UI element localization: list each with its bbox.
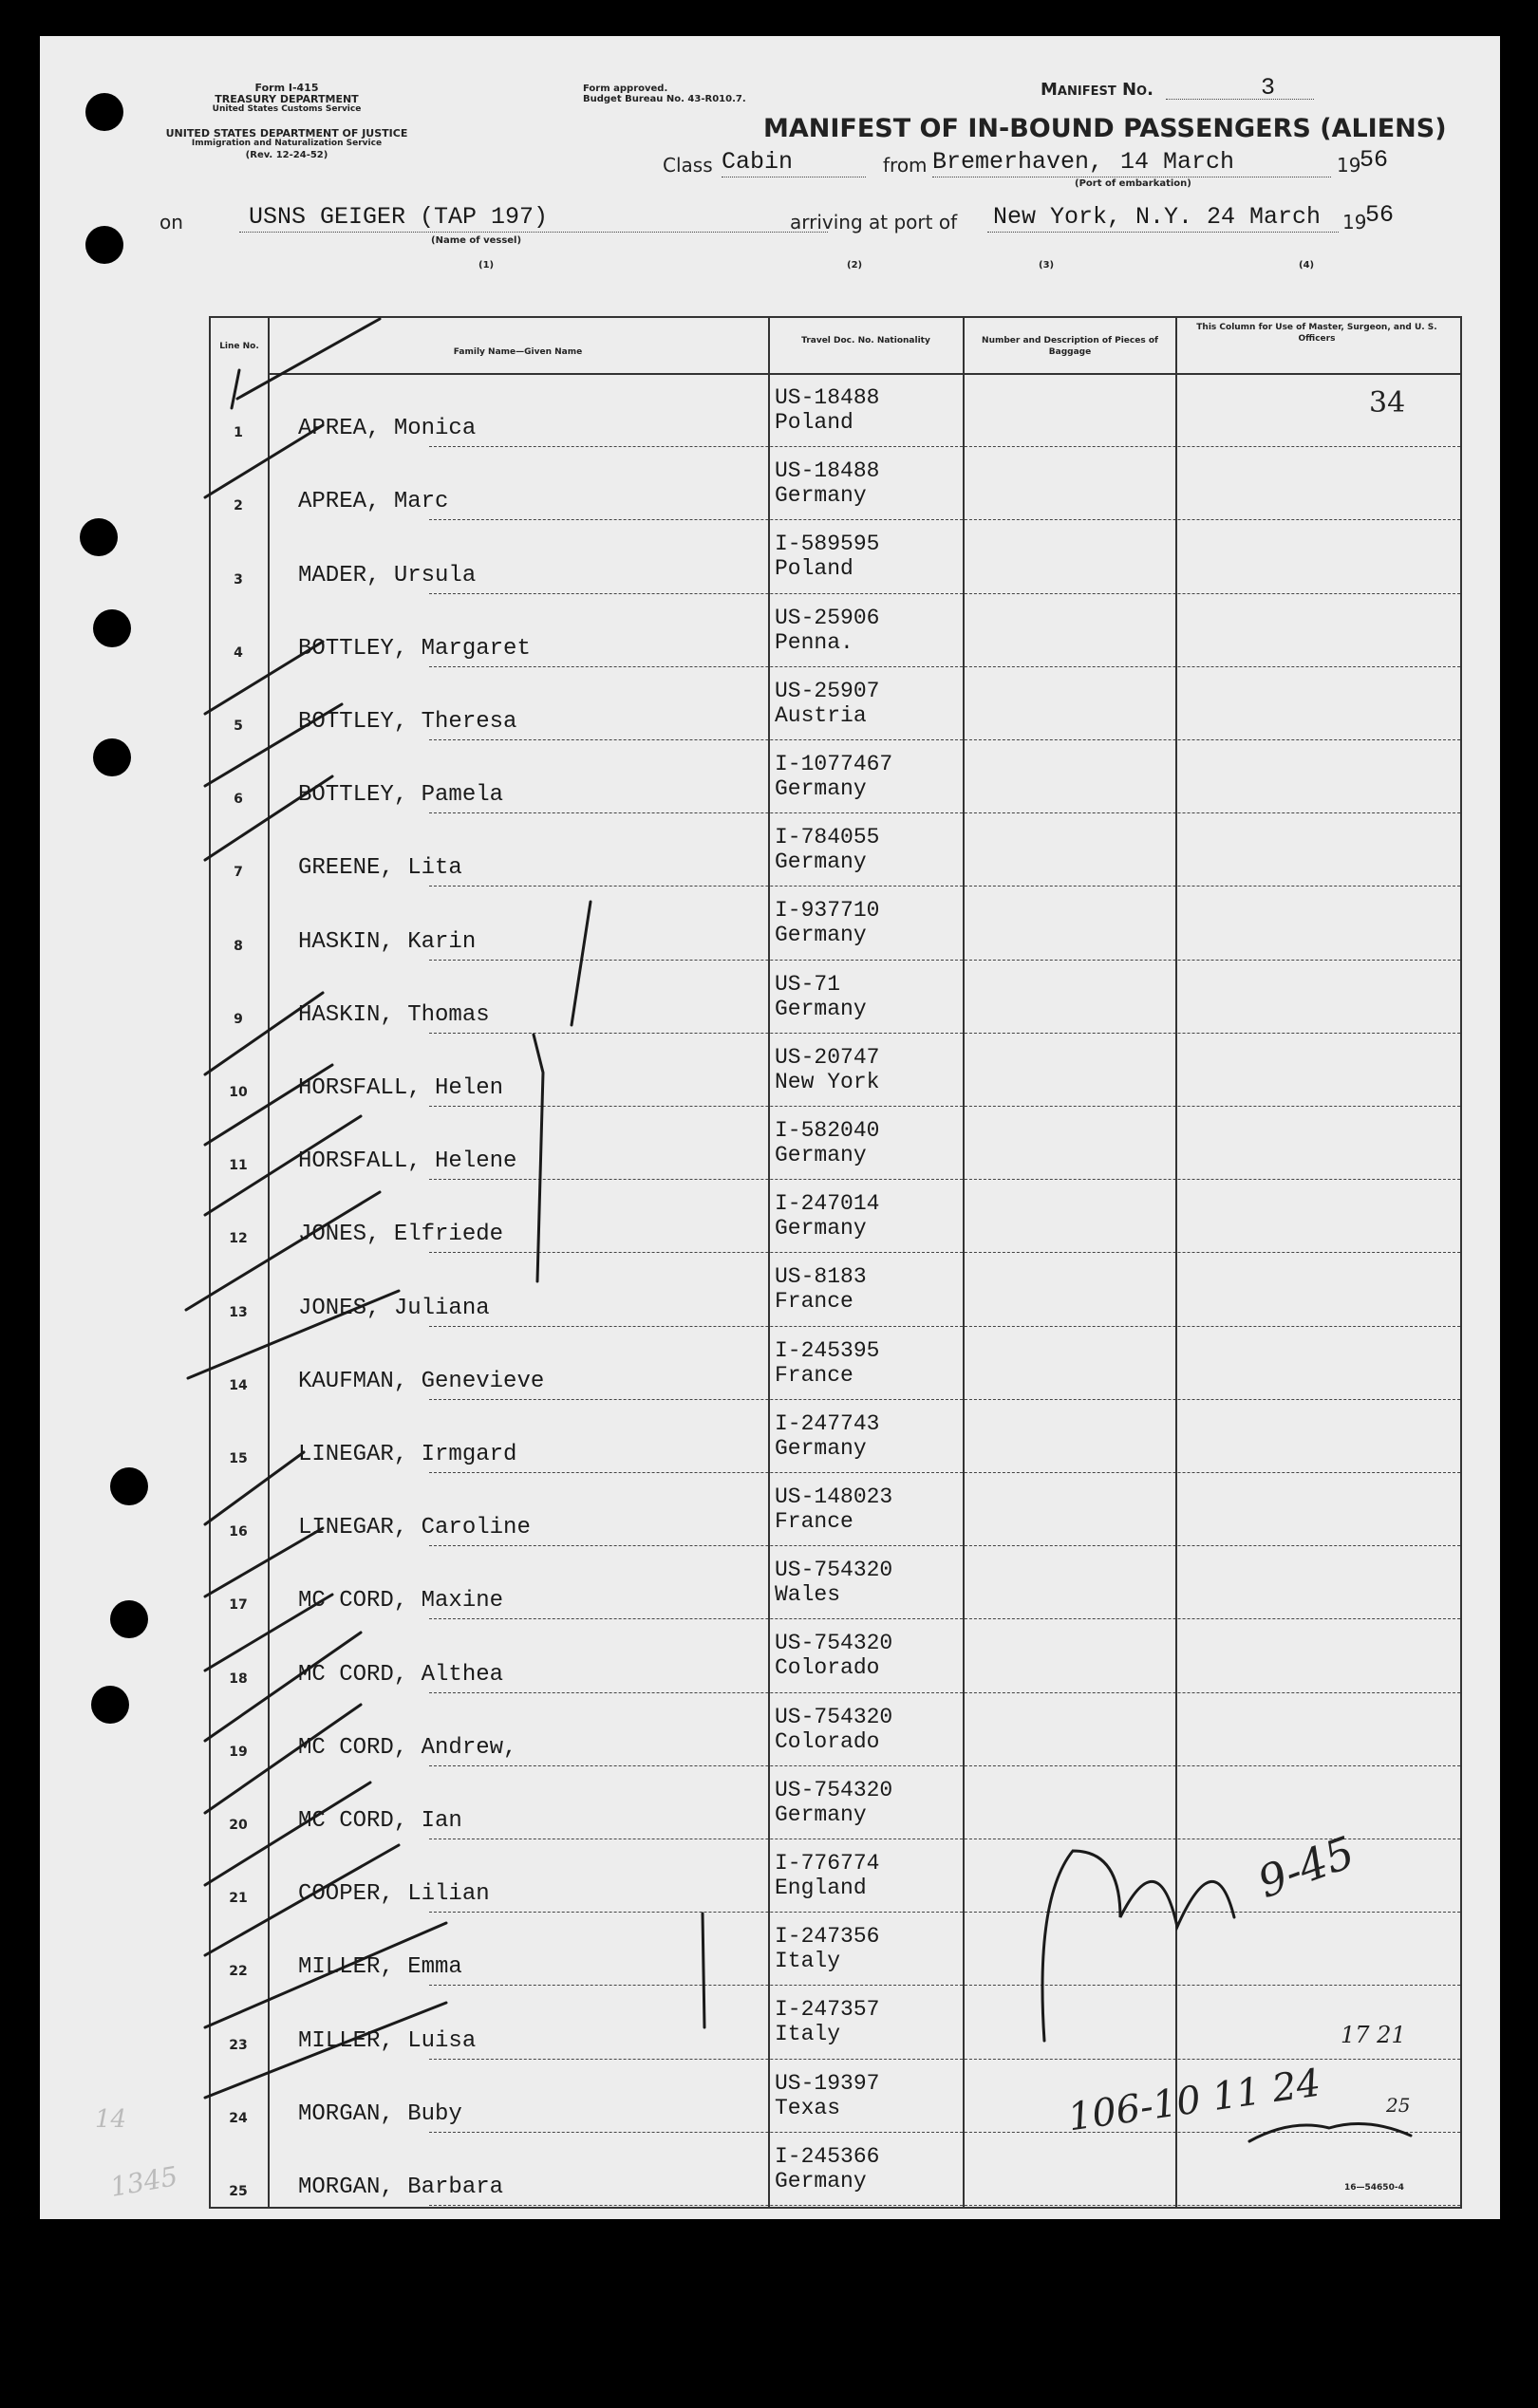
col-num-3: (3)	[1039, 260, 1055, 271]
table-row	[211, 1987, 1460, 2060]
nationality: Penna.	[775, 629, 853, 655]
travel-doc-number: US-20747	[775, 1044, 880, 1070]
travel-doc-number: I-784055	[775, 825, 880, 850]
punch-hole	[85, 93, 123, 131]
table-row	[211, 1547, 1460, 1620]
passenger-name: MC CORD, Ian	[298, 1807, 462, 1834]
header-doc: Travel Doc. No. Nationality	[801, 336, 930, 345]
line-number: 13	[229, 1304, 248, 1320]
table-row	[211, 1913, 1460, 1987]
nationality: Germany	[775, 1801, 867, 1827]
passenger-name: HORSFALL, Helene	[298, 1148, 517, 1175]
travel-doc-number: US-18488	[775, 458, 880, 484]
row-rule	[429, 446, 1460, 447]
punch-hole	[110, 1467, 148, 1505]
table-row	[211, 1328, 1460, 1401]
from-year-prefix: 19	[1337, 154, 1361, 177]
nationality: France	[775, 1289, 853, 1315]
travel-doc-number: US-754320	[775, 1777, 893, 1802]
passenger-table	[209, 316, 1462, 2209]
passenger-name: HASKIN, Thomas	[298, 1001, 490, 1028]
on-label: on	[159, 211, 183, 233]
dept-treasury: TREASURY DEPARTMENT	[215, 93, 359, 105]
travel-doc-number: US-754320	[775, 1558, 893, 1583]
table-row	[211, 1694, 1460, 1767]
nationality: Poland	[775, 410, 853, 435]
line-number: 7	[234, 865, 243, 881]
vessel-line	[239, 232, 828, 233]
line-number: 12	[229, 1231, 248, 1247]
dept-justice: UNITED STATES DEPARTMENT OF JUSTICE	[165, 127, 408, 140]
row-rule	[429, 1545, 1460, 1546]
arrival-year: 56	[1365, 201, 1395, 229]
passenger-name: LINEGAR, Irmgard	[298, 1441, 517, 1467]
row-rule	[429, 1326, 1460, 1327]
col-num-1: (1)	[478, 260, 495, 271]
row-rule	[429, 2205, 1460, 2206]
travel-doc-number: US-25907	[775, 678, 880, 703]
revision: (Rev. 12-24-52)	[245, 150, 328, 160]
row-rule	[429, 1106, 1460, 1107]
passenger-name: MC CORD, Andrew,	[298, 1734, 517, 1761]
line-number: 6	[234, 792, 243, 808]
nationality: Wales	[775, 1582, 841, 1608]
nationality: England	[775, 1876, 867, 1900]
footer-code: 16—54650-4	[1344, 2183, 1404, 2193]
punch-hole	[85, 226, 123, 264]
row-rule	[429, 1692, 1460, 1693]
table-row	[211, 1401, 1460, 1474]
passenger-name: MILLER, Luisa	[298, 2027, 477, 2054]
form-number: Form I-415	[254, 82, 319, 94]
line-number: 3	[234, 571, 243, 588]
travel-doc-number: I-776774	[775, 1851, 880, 1876]
row-rule	[429, 886, 1460, 887]
punch-hole	[110, 1600, 148, 1638]
travel-doc-number: US-754320	[775, 1704, 893, 1729]
travel-doc-number: US-18488	[775, 385, 880, 410]
nationality: Germany	[775, 1435, 867, 1461]
class-label: Class	[663, 154, 713, 177]
nationality: New York	[775, 1069, 880, 1094]
punch-hole	[93, 738, 131, 776]
nationality: Germany	[775, 483, 867, 509]
travel-doc-number: US-71	[775, 971, 841, 997]
line-number: 11	[229, 1158, 248, 1174]
passenger-name: LINEGAR, Caroline	[298, 1515, 531, 1541]
line-number: 1	[234, 425, 243, 441]
row-rule	[429, 960, 1460, 961]
table-row	[211, 595, 1460, 668]
punch-hole	[91, 1686, 129, 1724]
punch-hole	[80, 518, 118, 556]
travel-doc-number: I-245366	[775, 2143, 880, 2169]
handwritten-note-c: 106-10 11 24	[1065, 2061, 1323, 2140]
line-number: 14	[229, 1377, 248, 1393]
passenger-name: APREA, Marc	[298, 489, 449, 515]
row-rule	[429, 1033, 1460, 1034]
table-row	[211, 668, 1460, 741]
row-rule	[429, 666, 1460, 667]
nationality: Germany	[775, 923, 867, 948]
manifest-no-label: Manifest No.	[1041, 80, 1154, 100]
travel-doc-number: I-245395	[775, 1337, 880, 1363]
arrival-year-prefix: 19	[1342, 211, 1367, 233]
line-number: 17	[229, 1597, 248, 1614]
nationality: France	[775, 1362, 853, 1388]
line-number: 25	[229, 2183, 248, 2199]
line-number: 16	[229, 1524, 248, 1540]
line-number: 22	[229, 1964, 248, 1980]
table-row	[211, 1620, 1460, 1693]
passenger-name: HASKIN, Karin	[298, 928, 477, 955]
nationality: Germany	[775, 849, 867, 875]
manifest-title: MANIFEST OF IN-BOUND PASSENGERS (ALIENS)	[763, 114, 1447, 143]
vessel-caption: (Name of vessel)	[431, 235, 522, 246]
row-rule	[429, 1179, 1460, 1180]
travel-doc-number: I-1077467	[775, 752, 893, 776]
handwritten-note-a: 9-45	[1250, 1825, 1361, 1909]
line-number: 9	[234, 1011, 243, 1027]
handwritten-note-b: 17 21	[1341, 2022, 1406, 2048]
travel-doc-number: US-148023	[775, 1484, 893, 1509]
travel-doc-number: I-247743	[775, 1410, 880, 1436]
table-row	[211, 1474, 1460, 1547]
row-rule	[429, 1618, 1460, 1619]
nationality: Italy	[775, 1949, 841, 1974]
passenger-name: MADER, Ursula	[298, 562, 477, 588]
row-rule	[429, 1252, 1460, 1253]
line-number: 18	[229, 1671, 248, 1687]
line-number: 5	[234, 718, 243, 734]
nationality: Germany	[775, 2168, 867, 2193]
row-rule	[429, 2132, 1460, 2133]
travel-doc-number: US-8183	[775, 1264, 867, 1290]
line-number: 2	[234, 498, 243, 514]
arriving-label: arriving at port of	[790, 211, 958, 233]
from-year: 56	[1360, 146, 1389, 174]
nationality: Germany	[775, 776, 867, 801]
passenger-name: COOPER, Lilian	[298, 1881, 490, 1908]
row-rule	[429, 739, 1460, 740]
table-row	[211, 814, 1460, 887]
class-value: Cabin	[722, 148, 794, 176]
travel-doc-number: US-19397	[775, 2070, 880, 2096]
line-number: 8	[234, 938, 243, 954]
line-number: 23	[229, 2037, 248, 2053]
header-officers: This Column for Use of Master, Surgeon, and U. S. Officers	[1196, 323, 1437, 344]
line-number: 24	[229, 2110, 248, 2126]
nationality: Germany	[775, 1143, 867, 1167]
row-rule	[429, 812, 1460, 813]
header-name: Family Name—Given Name	[453, 347, 583, 357]
manifest-no-line	[1166, 99, 1314, 100]
travel-doc-number: US-754320	[775, 1631, 893, 1656]
line-number: 21	[229, 1891, 248, 1907]
table-row	[211, 1254, 1460, 1327]
passenger-name: MORGAN, Buby	[298, 2100, 462, 2127]
header-line-no: Line No.	[219, 342, 259, 351]
vessel-name: USNS GEIGER (TAP 197)	[249, 203, 549, 231]
nationality: Texas	[775, 2095, 841, 2120]
passenger-name: MC CORD, Maxine	[298, 1588, 504, 1615]
travel-doc-number: US-25906	[775, 605, 880, 630]
row-rule	[429, 1399, 1460, 1400]
travel-doc-number: I-247356	[775, 1924, 880, 1950]
row-rule	[429, 1472, 1460, 1473]
table-row	[211, 1035, 1460, 1108]
passenger-name: JONES, Juliana	[298, 1295, 490, 1321]
nationality: Poland	[775, 556, 853, 582]
row-rule	[429, 1985, 1460, 1986]
header-baggage: Number and Description of Pieces of Baggage	[982, 336, 1158, 357]
table-row	[211, 448, 1460, 521]
punch-hole	[93, 609, 131, 647]
from-label: from	[883, 154, 928, 177]
arrival-port-date: New York, N.Y. 24 March	[993, 203, 1322, 231]
dept-treasury-sub: United States Customs Service	[212, 104, 362, 114]
margin-note-b: 1345	[107, 2160, 180, 2203]
row-rule	[429, 1765, 1460, 1766]
col-num-4: (4)	[1299, 260, 1315, 271]
col-num-2: (2)	[847, 260, 863, 271]
passenger-name: BOTTLEY, Pamela	[298, 782, 504, 809]
table-row	[211, 887, 1460, 961]
passenger-name: MILLER, Emma	[298, 1954, 462, 1981]
table-row	[211, 375, 1460, 448]
passenger-name: KAUFMAN, Genevieve	[298, 1368, 545, 1394]
budget-bureau: Budget Bureau No. 43-R010.7.	[583, 94, 746, 104]
table-row	[211, 1181, 1460, 1254]
nationality: Colorado	[775, 1728, 880, 1754]
travel-doc-number: I-247014	[775, 1191, 880, 1217]
arrival-line	[987, 232, 1339, 233]
travel-doc-number: I-582040	[775, 1118, 880, 1143]
table-row	[211, 1767, 1460, 1840]
table-row	[211, 2134, 1460, 2207]
line-number: 15	[229, 1450, 248, 1466]
margin-note-a: 14	[95, 2105, 127, 2134]
passenger-name: APREA, Monica	[298, 416, 477, 442]
table-row	[211, 961, 1460, 1035]
table-row	[211, 741, 1460, 814]
passenger-name: HORSFALL, Helen	[298, 1074, 504, 1101]
nationality: Austria	[775, 702, 867, 728]
officer-note: 34	[1369, 386, 1406, 420]
port-embark-caption: (Port of embarkation)	[1075, 178, 1191, 189]
from-port: Bremerhaven,	[932, 148, 1104, 176]
passenger-name: GREENE, Lita	[298, 855, 462, 882]
row-rule	[429, 1912, 1460, 1913]
passenger-name: BOTTLEY, Margaret	[298, 635, 531, 662]
manifest-no-value: 3	[1261, 74, 1276, 102]
nationality: Germany	[775, 996, 867, 1021]
row-rule	[429, 593, 1460, 594]
row-rule	[429, 519, 1460, 520]
passenger-name: JONES, Elfriede	[298, 1222, 504, 1248]
nationality: Colorado	[775, 1655, 880, 1681]
line-number: 19	[229, 1744, 248, 1760]
form-approved: Form approved.	[583, 84, 668, 94]
from-date: 14 March	[1120, 148, 1235, 176]
line-number: 4	[234, 644, 243, 661]
dept-justice-sub: Immigration and Naturalization Service	[191, 139, 383, 148]
passenger-name: BOTTLEY, Theresa	[298, 708, 517, 735]
passenger-name: MC CORD, Althea	[298, 1661, 504, 1688]
line-number: 20	[229, 1817, 248, 1833]
travel-doc-number: I-589595	[775, 532, 880, 557]
nationality: Italy	[775, 2022, 841, 2047]
row-rule	[429, 2059, 1460, 2060]
nationality: France	[775, 1509, 853, 1534]
table-row	[211, 521, 1460, 594]
line-number: 10	[229, 1084, 248, 1100]
travel-doc-number: I-937710	[775, 898, 880, 924]
handwritten-note-d: 25	[1386, 2094, 1411, 2117]
table-row	[211, 1108, 1460, 1181]
nationality: Germany	[775, 1216, 867, 1241]
passenger-name: MORGAN, Barbara	[298, 2174, 504, 2200]
travel-doc-number: I-247357	[775, 1997, 880, 2023]
